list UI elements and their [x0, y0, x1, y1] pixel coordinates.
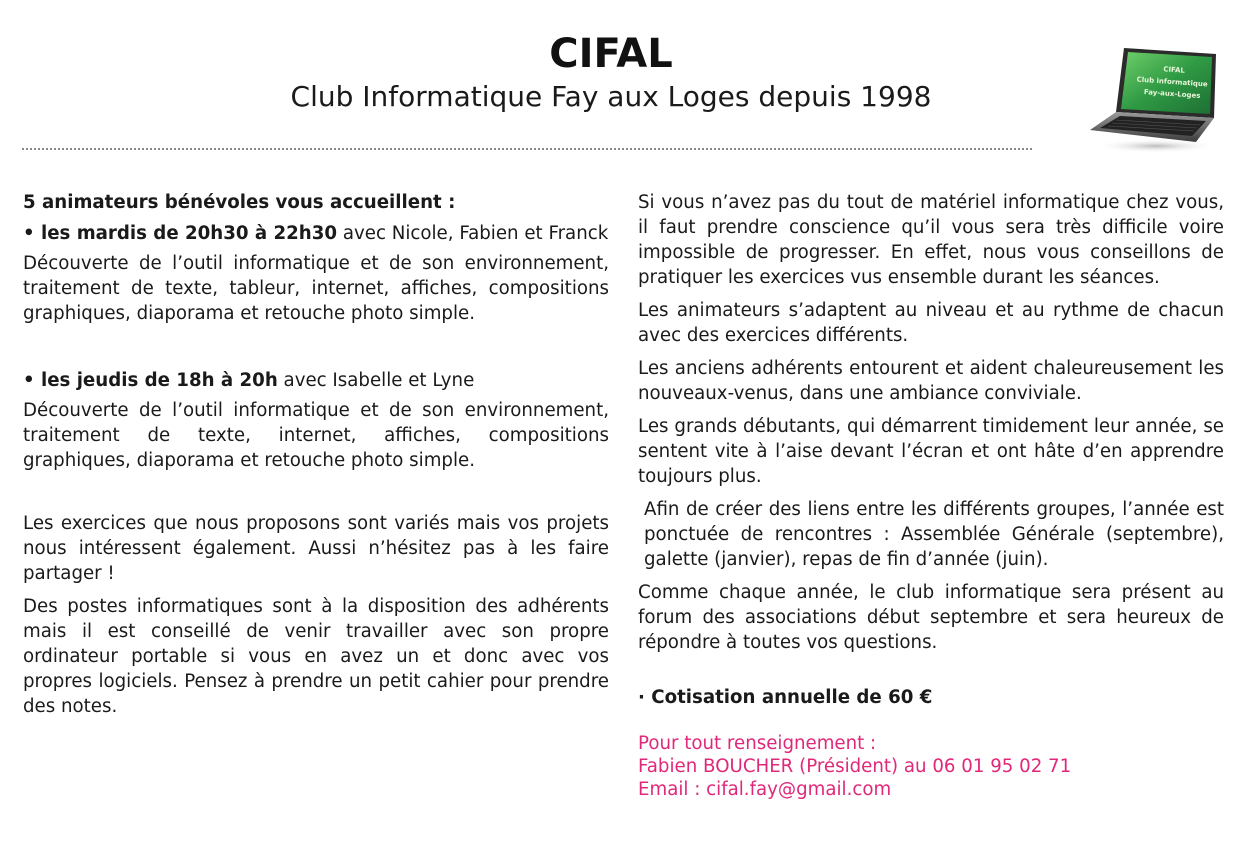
- session-tuesday-hosts: avec Nicole, Fabien et Franck: [337, 223, 609, 244]
- session-tuesday-schedule: les mardis de 20h30 à 22h30: [40, 223, 338, 244]
- members-paragraph: Les anciens adhérents entourent et aident chaleureusement les nouveaux-venus, dans une ambiance conviviale.: [638, 358, 1224, 404]
- session-thursday-hosts: avec Isabelle et Lyne: [277, 370, 475, 391]
- volunteers-heading: 5 animateurs bénévoles vous accueillent :: [23, 192, 456, 213]
- session-thursday-schedule: les jeudis de 18h à 20h: [40, 370, 278, 391]
- session-thursday-description: Découverte de l’outil informatique et de son environnement, traitement de texte, internet, affiches, compositions graphiques, diaporama et retouche photo simple.: [23, 400, 609, 471]
- events-paragraph: Afin de créer des liens entre les différents groupes, l’année est ponctuée de rencontres : Assemblée Générale (septembre), galette (janvier), repas de fin d’année (juin).: [644, 499, 1224, 570]
- page-title: CIFAL: [549, 31, 673, 77]
- beginners-paragraph: Les grands débutants, qui démarrent timidement leur année, se sentent vite à l’aise devant l’écran et ont hâte d’en apprendre toujours plus.: [638, 416, 1224, 487]
- left-column: [23, 190, 609, 727]
- session-tuesday-description: Découverte de l’outil informatique et de son environnement, traitement de texte, tableur, internet, affiches, compositions graphiques, diaporama et retouche photo simple.: [23, 253, 609, 324]
- contact-intro: Pour tout renseignement :: [638, 733, 877, 754]
- page-subtitle: Club Informatique Fay aux Loges depuis 1998: [290, 80, 932, 113]
- header-divider: [22, 148, 1032, 150]
- session-tuesday-bullet: •: [23, 223, 41, 244]
- equipment-paragraph: Des postes informatiques sont à la disposition des adhérents mais il est conseillé de venir travailler avec son propre ordinateur portable si vous en avez un et donc avec vos propres logiciels. Pensez à prendre un petit cahier pour prendre des notes.: [23, 596, 609, 717]
- logo-text-3: Fay-aux-Loges: [1143, 88, 1201, 100]
- adaptation-paragraph: Les animateurs s’adaptent au niveau et au rythme de chacun avec des exercices différents.: [638, 300, 1224, 346]
- logo-text-1: CIFAL: [1163, 65, 1186, 75]
- exercises-paragraph: Les exercices que nous proposons sont variés mais vos projets nous intéressent également. Aussi n’hésitez pas à les faire partager !: [23, 513, 609, 584]
- session-thursday-bullet: •: [23, 370, 41, 391]
- session-thursday: [23, 368, 609, 393]
- logo-text-2: Club informatique: [1136, 75, 1208, 89]
- right-column: [638, 190, 1224, 801]
- forum-paragraph: Comme chaque année, le club informatique sera présent au forum des associations début septembre et sera heureux de répondre à toutes vos questions.: [638, 582, 1224, 653]
- contact-phone[interactable]: Fabien BOUCHER (Président) au 06 01 95 02 71: [638, 756, 1072, 777]
- membership-fee: · Cotisation annuelle de 60 €: [638, 687, 933, 708]
- laptop-logo: [1086, 42, 1222, 154]
- contact-email[interactable]: Email : cifal.fay@gmail.com: [638, 779, 892, 800]
- home-equipment-paragraph: Si vous n’avez pas du tout de matériel informatique chez vous, il faut prendre conscience qu’il vous sera très difficile voire impossible de progresser. En effet, nous vous conseillons de pratiquer les exercices vus ensemble durant les séances.: [638, 192, 1224, 288]
- session-tuesday: [23, 221, 609, 246]
